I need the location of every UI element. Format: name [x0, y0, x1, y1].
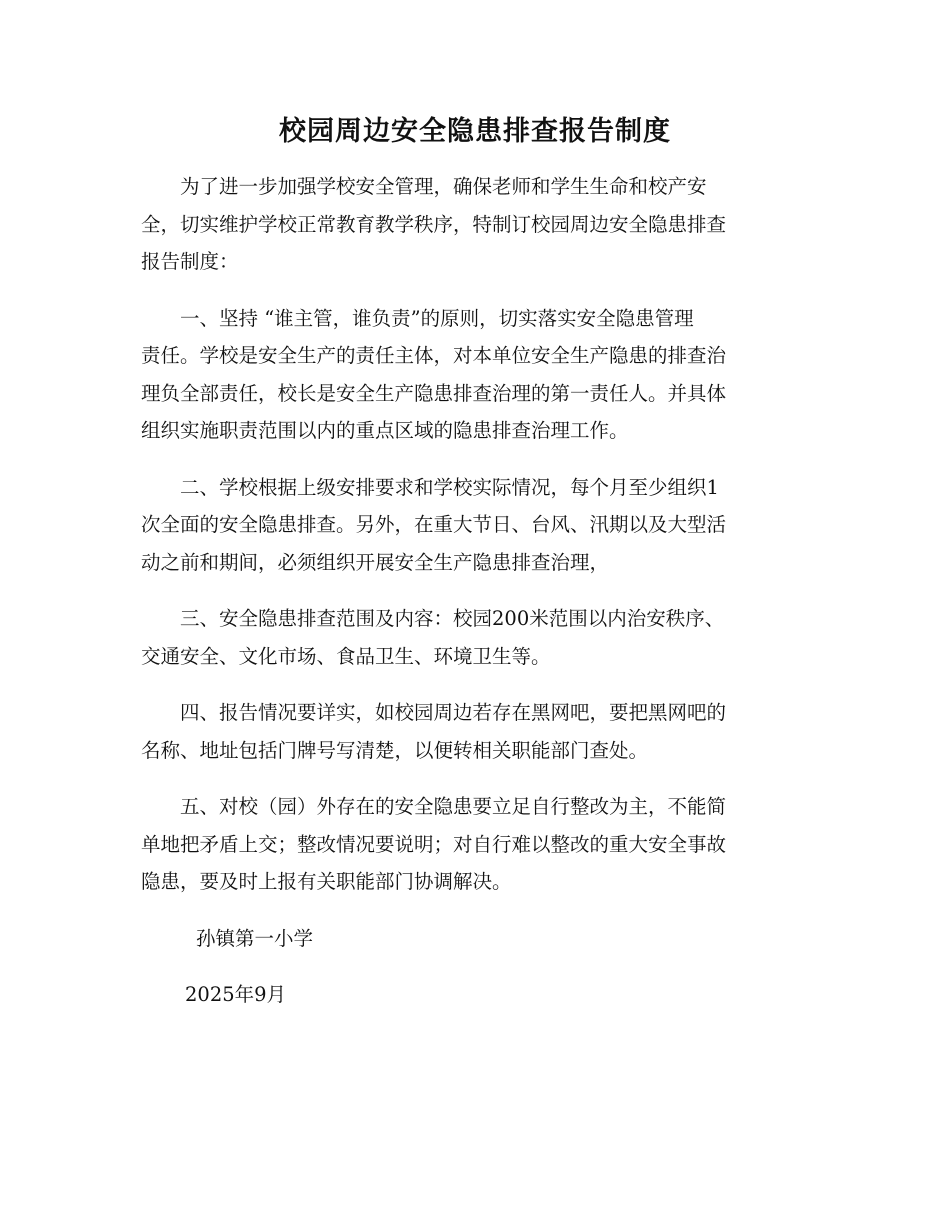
document-title: 校园周边安全隐患排查报告制度 — [279, 116, 671, 147]
paragraph-item-1: 一、坚持 “谁主管，谁负责”的原则，切实落实安全隐患管理 责任。学校是安全生产的责任主体，对本单位安全生产隐患的排查治 理负全部责任，校长是安全生产隐患排查治理的第一责任人。并具体 组织实施职责范围以内的重点区域的隐患排查治理工作。 — [141, 306, 727, 442]
paragraph-item-2: 二、学校根据上级安排要求和学校实际情况，每个月至少组织1 次全面的安全隐患排查。另外，在重大节日、台风、汛期以及大型活 动之前和期间，必须组织开展安全生产隐患排查治理， — [141, 475, 727, 574]
document-date: 2025年9月 — [185, 983, 287, 1006]
paragraph-item-4: 四、报告情况要详实，如校园周边若存在黑网吧，要把黑网吧的 名称、地址包括门牌号写清楚，以便转相关职能部门查处。 — [141, 701, 727, 762]
paragraph-item-5: 五、对校（园）外存在的安全隐患要立足自行整改为主，不能简 单地把矛盾上交；整改情况要说明；对自行难以整改的重大安全事故 隐患，要及时上报有关职能部门协调解决。 — [141, 795, 727, 893]
paragraph-intro: 为了进一步加强学校安全管理，确保老师和学生生命和校产安 全，切实维护学校正常教育教学秩序，特制订校园周边安全隐患排查 报告制度： — [141, 175, 727, 273]
paragraph-item-3: 三、安全隐患排查范围及内容：校园200米范围以内治安秩序、 交通安全、文化市场、食品卫生、环境卫生等。 — [141, 607, 725, 668]
document-body — [141, 168, 805, 1014]
signature: 孙镇第一小学 — [196, 926, 314, 950]
